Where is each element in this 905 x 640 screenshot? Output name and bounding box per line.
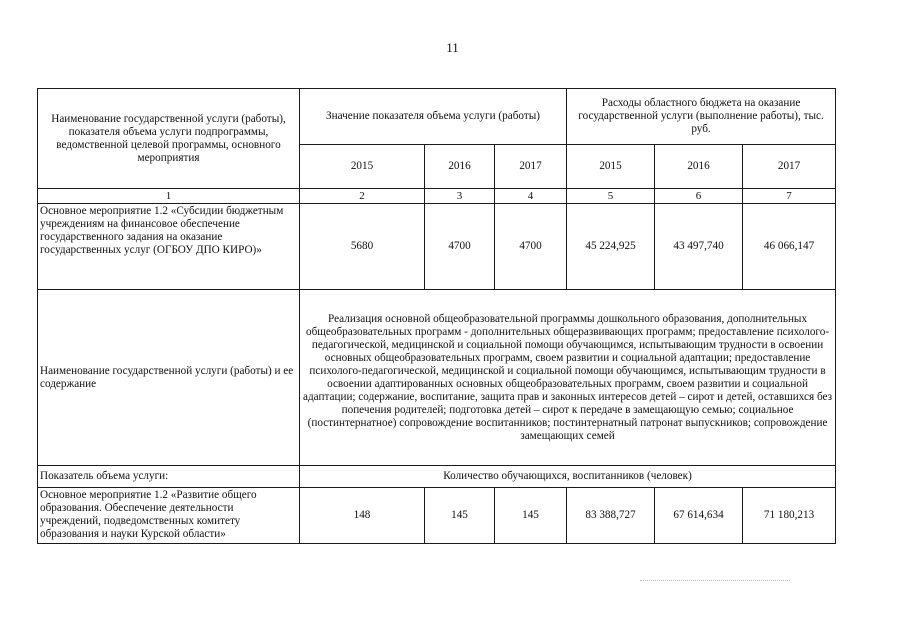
value-cell: 67 614,634 <box>655 488 743 544</box>
value-cell: 46 066,147 <box>743 204 836 290</box>
column-number: 1 <box>38 189 300 204</box>
year-cell: 2016 <box>655 145 743 189</box>
column-number-row <box>38 189 836 204</box>
year-cell: 2015 <box>567 145 655 189</box>
value-cell: 71 180,213 <box>743 488 836 544</box>
value-cell: 5680 <box>300 204 425 290</box>
indicator-description: Количество обучающихся, воспитанников (человек) <box>300 466 836 488</box>
header-row <box>38 89 836 145</box>
header-name-column: Наименование государственной услуги (работы), показателя объема услуги подпрограммы, ведомственной целевой программы, основного мероприятия <box>38 89 300 189</box>
value-cell: 4700 <box>495 204 567 290</box>
value-cell: 43 497,740 <box>655 204 743 290</box>
row-name: Основное мероприятие 1.2 «Субсидии бюджетным учреждениям на финансовое обеспечение государственного задания на оказание государственных услуг (ОГБОУ ДПО КИРО)» <box>38 204 300 290</box>
header-expense-group: Расходы областного бюджета на оказание государственной услуги (выполнение работы), тыс. руб. <box>567 89 836 145</box>
column-number: 4 <box>495 189 567 204</box>
table-row <box>38 204 836 290</box>
row-name: Показатель объема услуги: <box>38 466 300 488</box>
value-cell: 45 224,925 <box>567 204 655 290</box>
value-cell: 148 <box>300 488 425 544</box>
page-number: 11 <box>446 40 459 55</box>
header-value-group: Значение показателя объема услуги (работы) <box>300 89 567 145</box>
column-number: 7 <box>743 189 836 204</box>
year-cell: 2017 <box>743 145 836 189</box>
budget-table <box>37 88 836 544</box>
value-cell: 145 <box>425 488 495 544</box>
table-row <box>38 290 836 466</box>
column-number: 6 <box>655 189 743 204</box>
column-number: 3 <box>425 189 495 204</box>
year-cell: 2016 <box>425 145 495 189</box>
year-cell: 2017 <box>495 145 567 189</box>
value-cell: 4700 <box>425 204 495 290</box>
table-row <box>38 488 836 544</box>
scan-artifact-line <box>640 580 790 581</box>
column-number: 5 <box>567 189 655 204</box>
row-name: Основное мероприятие 1.2 «Развитие общего образования. Обеспечение деятельности учреждений, подведомственных комитету образования и науки Курской области» <box>38 488 300 544</box>
column-number: 2 <box>300 189 425 204</box>
row-name: Наименование государственной услуги (работы) и ее содержание <box>38 290 300 466</box>
year-cell: 2015 <box>300 145 425 189</box>
value-cell: 83 388,727 <box>567 488 655 544</box>
value-cell: 145 <box>495 488 567 544</box>
service-description: Реализация основной общеобразовательной программы дошкольного образования, дополнительных общеобразовательных программ - дополнительных общеразвивающих программ; предоставление психолого-педагогической, медицинской и социальной помощи обучающимся, испытывающим трудности в освоении основных общеобразовательных программ, своем развитии и социальной адаптации; предоставление психолого-педагогической, медицинской и социальной помощи обучающимся, испытывающим трудности в освоении адаптированных основных общеобразовательных программ, своем развитии и социальной адаптации; содержание, воспитание, защита прав и законных интересов детей – сирот и детей, оставшихся без попечения родителей; подготовка детей – сирот к передаче в замещающую семью; социальное (постинтернатное) сопровождение воспитанников; постинтернатный патронат выпускников; сопровождение замещающих семей <box>300 290 836 466</box>
table-row <box>38 466 836 488</box>
